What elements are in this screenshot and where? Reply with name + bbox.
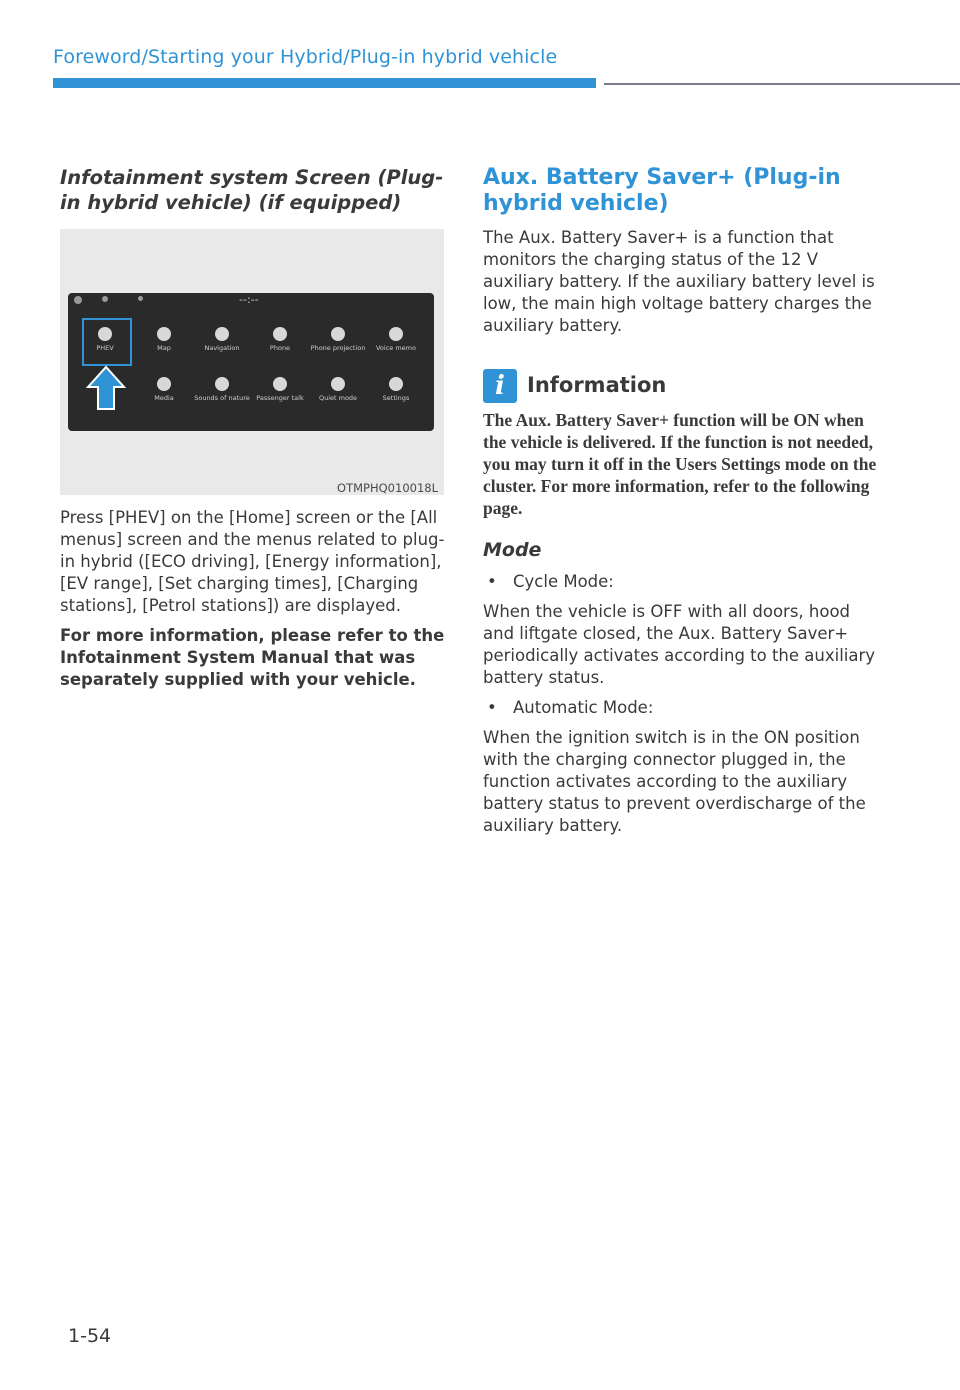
tile-passenger-talk[interactable] xyxy=(252,377,308,402)
cycle-mode-text: When the vehicle is OFF with all doors, hood and liftgate closed, the Aux. Battery Saver+ periodically activates according to the auxiliary battery status. xyxy=(483,602,876,687)
screen-status-bar xyxy=(68,293,434,307)
figure-code: OTMPHQ010018L xyxy=(337,481,438,495)
header-title: Foreword/Starting your Hybrid/Plug-in hybrid vehicle xyxy=(53,46,558,68)
settings-icon xyxy=(389,377,403,391)
tile-label: PHEV xyxy=(96,344,114,352)
tile-navigation[interactable] xyxy=(194,327,250,352)
back-icon xyxy=(102,296,108,302)
tile-label: Map xyxy=(157,344,171,352)
infotainment-screen xyxy=(68,293,434,431)
phone-icon xyxy=(273,327,287,341)
bullet-dot: • xyxy=(487,572,497,591)
sounds-of-nature-icon xyxy=(215,377,229,391)
aux-battery-intro: The Aux. Battery Saver+ is a function that monitors the charging status of the 12 V auxiliary battery. If the auxiliary battery level is low, the main high voltage battery charges the auxiliary battery. xyxy=(483,228,875,335)
home-icon xyxy=(74,296,82,304)
tile-voice-memo[interactable] xyxy=(368,327,424,352)
infotainment-section-title: Infotainment system Screen (Plug-in hybrid vehicle) (if equipped) xyxy=(60,166,444,214)
tile-label: Settings xyxy=(382,394,410,402)
tile-label: Sounds of nature xyxy=(194,394,250,402)
bullet-cycle-mode xyxy=(483,571,883,593)
information-header xyxy=(483,369,883,405)
header-rule xyxy=(604,83,960,85)
phev-paragraph: Press [PHEV] on the [Home] screen or the [All menus] screen and the menus related to plug-in hybrid ([ECO driving], [Energy information], [EV range], [Set charging times], [Charging stations], [Petrol stations]) are displayed. xyxy=(60,508,445,615)
tile-label: Quiet mode xyxy=(318,394,358,402)
screen-time: --:-- xyxy=(239,293,259,306)
mode-title: Mode xyxy=(483,539,542,561)
phone-projection-icon xyxy=(331,327,345,341)
tile-phone[interactable] xyxy=(252,327,308,352)
status-dot-icon xyxy=(138,296,143,301)
info-icon: i xyxy=(483,369,517,403)
tile-label: Phone xyxy=(269,344,291,352)
bullet-label: Automatic Mode: xyxy=(513,698,654,717)
tile-media[interactable] xyxy=(136,377,192,402)
navigation-icon xyxy=(215,327,229,341)
tile-label: Navigation xyxy=(204,344,240,352)
tile-map[interactable] xyxy=(136,327,192,352)
passenger-talk-icon xyxy=(273,377,287,391)
header-accent-bar xyxy=(53,78,596,88)
information-label: Information xyxy=(527,373,667,397)
tile-label: Passenger talk xyxy=(256,394,304,402)
up-arrow-icon xyxy=(86,365,126,411)
voice-memo-icon xyxy=(389,327,403,341)
left-column xyxy=(60,165,450,691)
tile-label: Voice memo xyxy=(375,344,416,352)
bullet-automatic-mode xyxy=(483,697,883,719)
infotainment-figure xyxy=(60,229,444,495)
media-icon xyxy=(157,377,171,391)
aux-battery-section-title: Aux. Battery Saver+ (Plug-in hybrid vehicle) xyxy=(483,165,841,216)
information-text: The Aux. Battery Saver+ function will be ON when the vehicle is delivered. If the function is not needed, you may turn it off in the Users Settings mode on the cluster. For more information, refer to the following page. xyxy=(483,410,877,518)
quiet-mode-icon xyxy=(331,377,345,391)
tile-settings[interactable] xyxy=(368,377,424,402)
phev-highlight-box xyxy=(82,318,132,366)
bullet-dot: • xyxy=(487,698,497,717)
page-number: 1-54 xyxy=(68,1325,112,1347)
tile-phone-projection[interactable] xyxy=(310,327,366,352)
tile-quiet-mode[interactable] xyxy=(310,377,366,402)
tile-label: Phone projection xyxy=(310,344,366,352)
right-column xyxy=(483,165,883,837)
automatic-mode-text: When the ignition switch is in the ON position with the charging connector plugged in, the function activates according to the auxiliary battery status to prevent overdischarge of the auxiliary battery. xyxy=(483,728,866,835)
bullet-label: Cycle Mode: xyxy=(513,572,614,591)
map-icon xyxy=(157,327,171,341)
tile-sounds-of-nature[interactable] xyxy=(194,377,250,402)
tile-label: Media xyxy=(154,394,174,402)
manual-note: For more information, please refer to the Infotainment System Manual that was separately supplied with your vehicle. xyxy=(60,626,445,689)
